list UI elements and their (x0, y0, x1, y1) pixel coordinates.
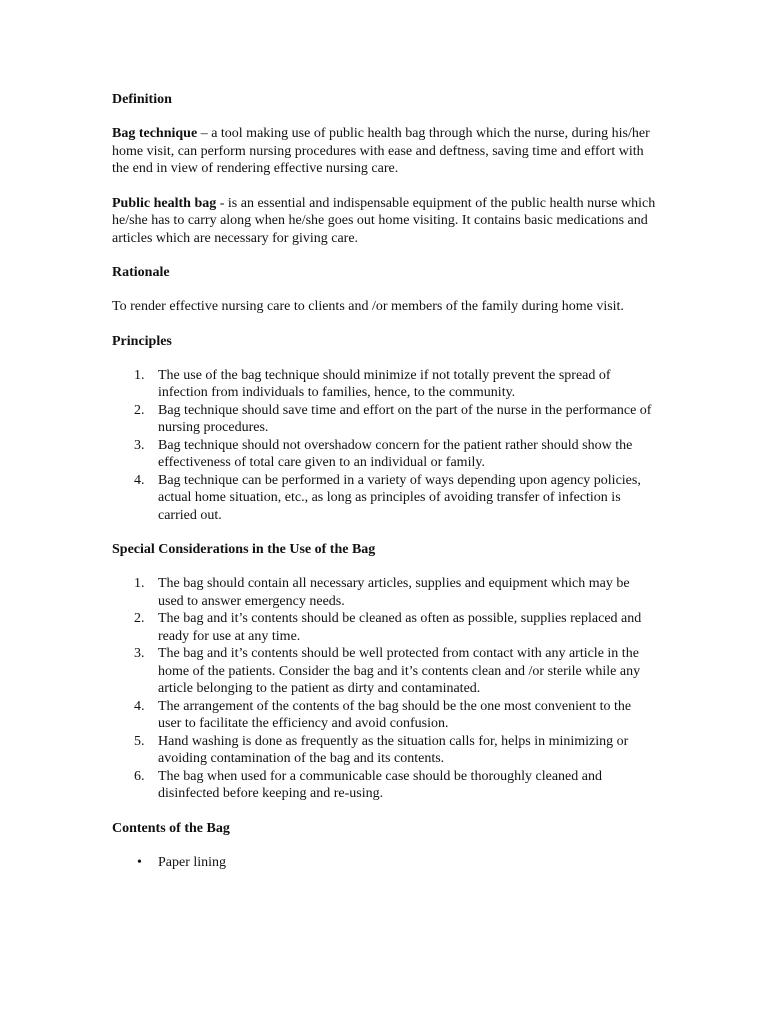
public-health-bag-text: - is an essential and indispensable equipment of the public health nurse which he/she has to carry along when he/she goes out home visiting. It contains basic medications and articles which are necessary for giving care. (112, 195, 656, 246)
list-item-text: The bag and it’s contents should be cleaned as often as possible, supplies replaced and ready for use at any time. (158, 611, 642, 644)
list-item (112, 575, 657, 610)
list-number: 2. (134, 402, 145, 418)
bag-technique-text: – a tool making use of public health bag through which the nurse, during his/her home visit, can perform nursing procedures with ease and deftness, saving time and effort with the end in view of rendering effective nursing care. (112, 126, 650, 176)
contents-list (112, 854, 657, 872)
list-item (112, 698, 657, 733)
definition-heading: Definition (112, 92, 172, 107)
list-item (112, 367, 657, 402)
bag-technique-term: Bag technique (112, 126, 198, 141)
list-number: 4. (134, 698, 145, 714)
list-item (112, 733, 657, 768)
list-item (112, 645, 657, 698)
list-item (112, 472, 657, 525)
bullet-icon: • (137, 854, 142, 870)
list-number: 1. (134, 367, 145, 383)
list-item (112, 854, 657, 872)
list-number: 3. (134, 646, 145, 661)
list-number: 4. (134, 472, 145, 488)
list-number: 6. (134, 768, 145, 784)
bag-technique-paragraph (112, 125, 657, 178)
list-item-text: The use of the bag technique should minimize if not totally prevent the spread of infection from individuals to families, hence, to the community. (158, 367, 611, 400)
list-item (112, 402, 657, 437)
list-number: 3. (134, 437, 145, 453)
list-item-text: The arrangement of the contents of the bag should be the one most convenient to the user to facilitate the efficiency and avoid confusion. (158, 698, 632, 731)
list-number: 5. (134, 733, 145, 749)
list-number: 2. (134, 611, 145, 626)
list-item-text: Bag technique should save time and effort on the part of the nurse in the performance of nursing procedures. (158, 402, 652, 435)
list-item-text: Bag technique can be performed in a variety of ways depending upon agency policies, actual home situation, etc., as long as principles of avoiding transfer of infection is carried out. (158, 472, 641, 523)
list-item-text: The bag and it’s contents should be well protected from contact with any article in the home of the patients. Consider the bag and it’s contents clean and /or sterile while any article belonging to the patient as dirty and contaminated. (158, 646, 641, 696)
document-page (112, 91, 657, 871)
special-considerations-heading: Special Considerations in the Use of the Bag (112, 542, 376, 557)
list-item-text: The bag when used for a communicable case should be thoroughly cleaned and disinfected before keeping and re-using. (158, 768, 602, 801)
principles-list (112, 367, 657, 525)
list-item (112, 437, 657, 472)
public-health-bag-term: Public health bag (112, 195, 217, 211)
list-item-text: Bag technique should not overshadow concern for the patient rather should show the effectiveness of total care given to an individual or family. (158, 437, 633, 470)
list-item (112, 610, 657, 645)
list-item (112, 768, 657, 803)
list-item-text: Hand washing is done as frequently as the situation calls for, helps in minimizing or avoiding contamination of the bag and its contents. (158, 733, 629, 766)
special-considerations-list (112, 575, 657, 803)
rationale-heading: Rationale (112, 265, 170, 280)
list-item-text: Paper lining (158, 854, 227, 870)
public-health-bag-paragraph (112, 195, 657, 248)
list-number: 1. (134, 576, 145, 591)
contents-heading: Contents of the Bag (112, 820, 230, 836)
principles-heading: Principles (112, 333, 172, 349)
rationale-text: To render effective nursing care to clients and /or members of the family during home visit. (112, 299, 624, 314)
list-item-text: The bag should contain all necessary articles, supplies and equipment which may be used to answer emergency needs. (158, 576, 630, 609)
